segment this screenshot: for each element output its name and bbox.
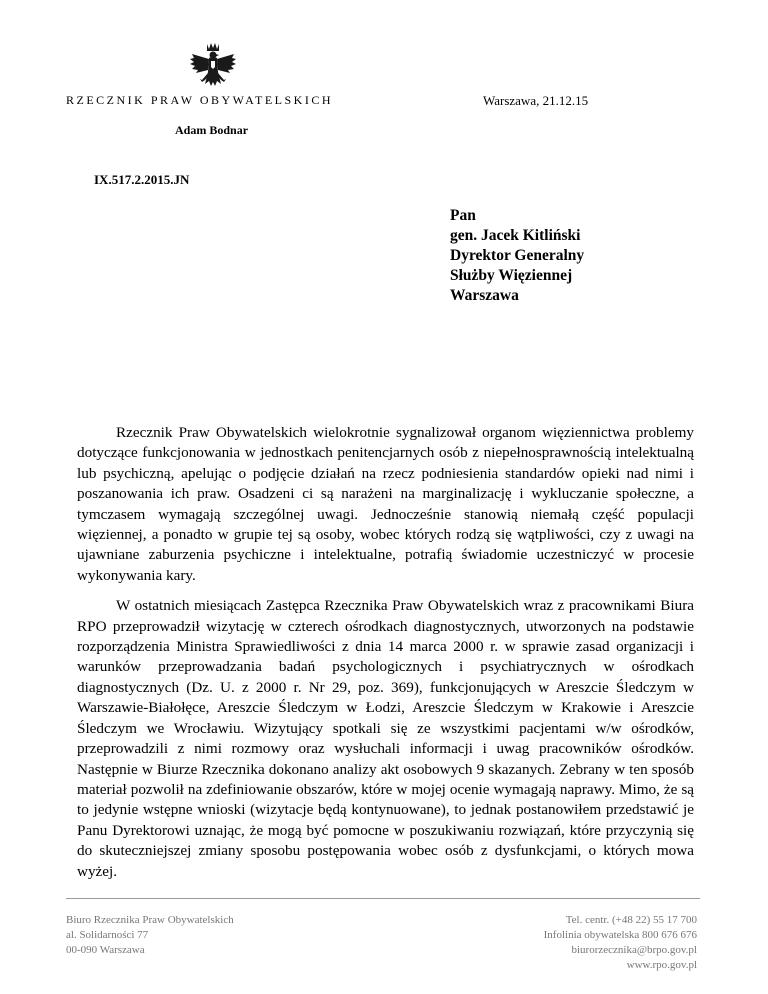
polish-eagle-emblem-icon: [188, 40, 238, 92]
ombudsman-name: Adam Bodnar: [175, 123, 249, 137]
body-paragraph: W ostatnich miesiącach Zastępca Rzecznika Praw Obywatelskich wraz z pracownikami Biura RPO przeprowadził wizytację w czterech ośrodkach diagnostycznych, utworzonych na podstawie rozporządzenia Ministra Sprawiedliwości z dnia 14 marca 2000 r. w sprawie zasad organizacji i warunków przeprowadzania badań psychologicznych i psychiatrycznych w ośrodkach diagnostycznych (Dz. U. z 2000 r. Nr 29, poz. 369), funkcjonujących w Areszcie Śledczym w Warszawie-Białołęce, Areszcie Śledczym w Łodzi, Areszcie Śledczym w Krakowie i Areszcie Śledczym we Wrocławiu. Wizytujący spotkali się ze wszystkimi pacjentami w/w ośrodków, przeprowadzili z nimi rozmowy oraz wysłuchali informacji i uwag pracowników ośrodków. Następnie w Biurze Rzecznika dokonano analizy akt osobowych 9 skazanych. Zebrany w ten sposób materiał pozwolił na zdefiniowanie obszarów, które w mojej ocenie wymagają naprawy. Mimo, że są to jedynie wstępne wnioski (wizytacje będą kontynuowane), to jednak postanowiłem przedstawić je Panu Dyrektorowi uznając, że mogą być pomocne w poszukiwaniu rozwiązań, które przyczynią się do skuteczniejszej zmiany sposobu postępowania wobec osób z dysfunkcjami, o których mowa wyżej.: [77, 597, 694, 880]
recipient-name: gen. Jacek Kitliński: [450, 227, 581, 244]
footer-phone: Tel. centr. (+48 22) 55 17 700: [565, 914, 697, 926]
footer-contact: [544, 913, 697, 973]
footer-website-link[interactable]: www.rpo.gov.pl: [626, 959, 697, 971]
recipient-salutation: Pan: [450, 207, 476, 224]
recipient-block: [450, 206, 584, 306]
footer-divider: [66, 898, 700, 899]
footer-street: al. Solidarności 77: [66, 929, 149, 941]
place-and-date: Warszawa, 21.12.15: [483, 93, 589, 108]
footer-hotline: Infolinia obywatelska 800 676 676: [543, 929, 697, 941]
reference-number: IX.517.2.2015.JN: [94, 172, 190, 187]
recipient-title: Dyrektor Generalny: [450, 247, 585, 264]
footer-email-link[interactable]: biurorzecznika@brpo.gov.pl: [571, 944, 697, 956]
body-paragraph: Rzecznik Praw Obywatelskich wielokrotnie sygnalizował organom więziennictwa problemy dotyczące funkcjonowania w jednostkach penitencjarnych osób z niepełnosprawnością intelektualną lub psychiczną, apelując o podjęcie działań na rzecz podniesienia standardów opieki nad nimi i poszanowania ich praw. Osadzeni ci są narażeni na marginalizację i wykluczanie społeczne, a tymczasem wymagają szczególnej uwagi. Jednocześnie stanowią niemałą część populacji więziennej, a ponadto w grupie tej są osoby, wobec których rodzą się wątpliwości, czy z uwagi na ujawniane zaburzenia psychiczne i intelektualne, potrafią świadomie uczestniczyć w procesie wykonywania kary.: [77, 424, 694, 584]
office-name: RZECZNIK PRAW OBYWATELSKICH: [66, 93, 333, 107]
footer-postal-city: 00-090 Warszawa: [66, 944, 145, 956]
recipient-institution: Służby Więziennej: [450, 267, 573, 284]
recipient-city: Warszawa: [450, 287, 519, 304]
letter-body: [77, 423, 694, 892]
footer-office-name: Biuro Rzecznika Praw Obywatelskich: [66, 914, 234, 926]
footer-address: [66, 913, 234, 958]
